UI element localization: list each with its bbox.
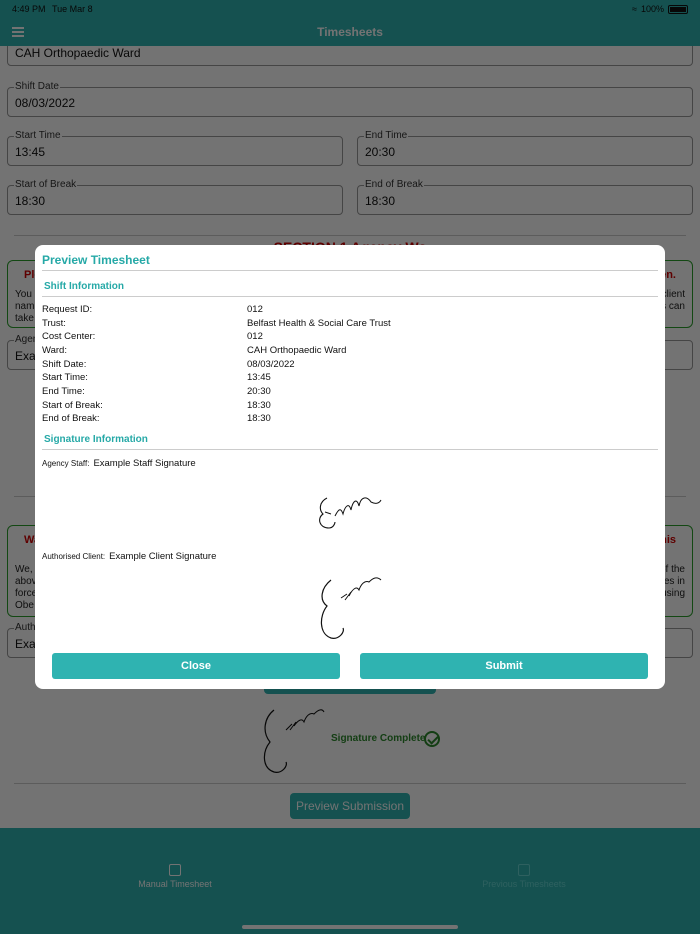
divider: [42, 296, 658, 297]
info-row-ward: Ward: CAH Orthopaedic Ward: [42, 345, 347, 356]
info-row-start-time: Start Time: 13:45: [42, 372, 271, 383]
authorised-client-signature-image: [315, 572, 385, 644]
divider: [42, 270, 658, 271]
info-row-request-id: Request ID: 012: [42, 304, 263, 315]
shift-information-heading: Shift Information: [44, 281, 124, 292]
preview-timesheet-modal: [35, 245, 665, 689]
authorised-client-signature-label: Authorised Client: Example Client Signature: [42, 551, 217, 562]
agency-staff-signature-label: Agency Staff: Example Staff Signature: [42, 458, 196, 469]
info-row-end-break: End of Break: 18:30: [42, 413, 271, 424]
info-row-start-break: Start of Break: 18:30: [42, 400, 271, 411]
close-button[interactable]: Close: [52, 653, 340, 679]
agency-staff-signature-image: [315, 492, 385, 532]
submit-button[interactable]: Submit: [360, 653, 648, 679]
modal-title: Preview Timesheet: [42, 253, 150, 267]
info-row-cost-center: Cost Center: 012: [42, 331, 263, 342]
info-row-trust: Trust: Belfast Health & Social Care Trust: [42, 318, 391, 329]
info-row-shift-date: Shift Date: 08/03/2022: [42, 359, 295, 370]
agency-staff-signature-value: Example Staff Signature: [93, 458, 196, 469]
signature-information-heading: Signature Information: [44, 434, 148, 445]
divider: [42, 449, 658, 450]
info-row-end-time: End Time: 20:30: [42, 386, 271, 397]
authorised-client-signature-value: Example Client Signature: [109, 551, 217, 562]
